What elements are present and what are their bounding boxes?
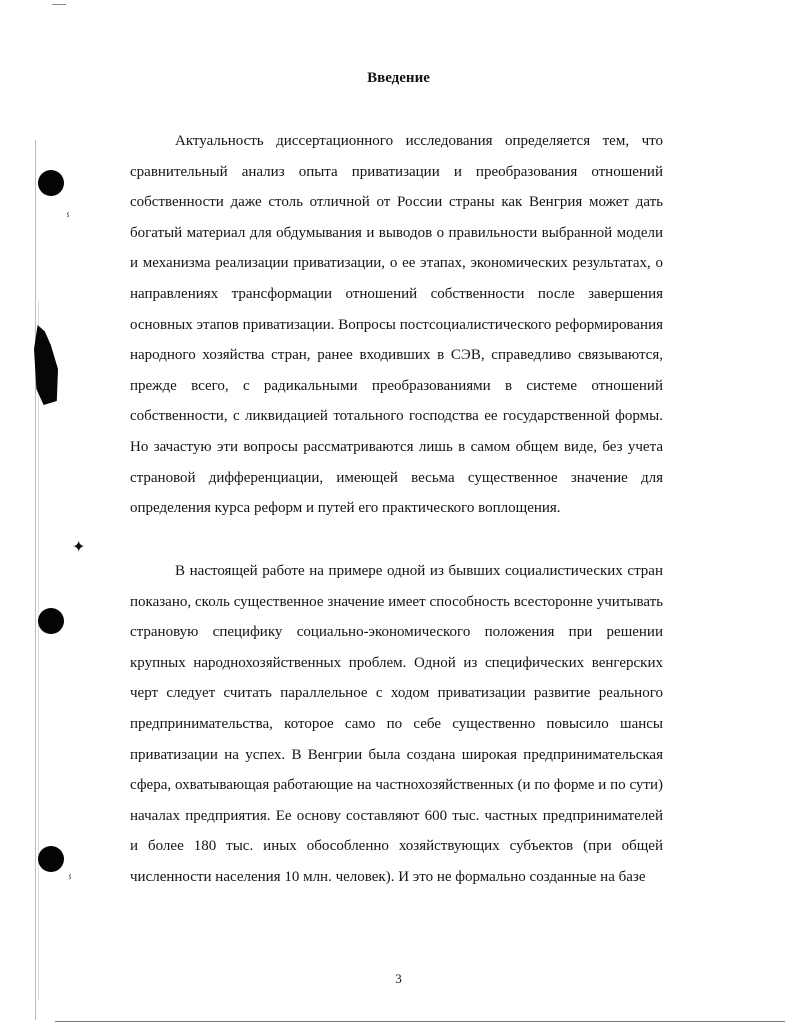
page-number: 3 — [395, 971, 402, 986]
scan-speck: ⸯ — [64, 215, 73, 230]
paragraph-1-text: Актуальность диссертационного исследования определяется тем, что сравнительный анализ опыта приватизации и преобразования отношений собственности даже столь отличной от России страны как Венгрия может дать богатый материал для обдумывания и выводов о правильности выбранной модели и механизма реализации приватизации, о ее этапах, экономических результатах, о направлениях трансформации отношений собственности после завершения основных этапов приватизации. Вопросы постсоциалистического реформирования народного хозяйства стран, ранее входивших в СЭВ, справедливо связываются, прежде всего, с радикальными преобразованиями в системе отношений собственности, с ликвидацией тотального господства ее государственной формы. Но зачастую эти вопросы рассматриваются лишь в самом общем виде, без учета страновой дифференциации, имеющей весьма существенное значение для определения курса реформ и путей его практического воплощения. — [130, 133, 663, 517]
punch-hole — [38, 846, 64, 872]
paragraph-2-text: В настоящей работе на примере одной из бывших социалистических стран показано, сколь существенное значение имеет способность всесторонне учитывать страновую специфику социально-экономического положения при решении крупных народнохозяйственных проблем. Одной из специфических венгерских черт следует считать параллельное с ходом приватизации развитие реального предпринимательства, которое само по себе существенно повысило шансы приватизации на успех. В Венгрии была создана широкая предпринимательская сфера, охватывающая работающие на частнохозяйственных (и по форме и по сути) началах предприятия. Ее основу составляют 600 тыс. частных предпринимателей и более 180 тыс. иных обособленно хозяйствующих субъектов (при общей численности населения 10 млн. человек). И это не формально созданные на базе — [130, 563, 663, 885]
scan-speck: ✦ — [72, 539, 86, 556]
scan-edge-line — [38, 300, 39, 1000]
paragraph-1 — [130, 126, 663, 524]
punch-hole — [38, 170, 64, 196]
paragraph-2 — [130, 556, 663, 893]
scan-speck: ⸯ — [66, 877, 75, 892]
scan-bottom-line — [55, 1021, 785, 1022]
scan-edge-line — [35, 140, 36, 1020]
page-title: Введение — [367, 70, 430, 86]
punch-hole — [38, 608, 64, 634]
scan-artifact-dash — [52, 4, 66, 5]
